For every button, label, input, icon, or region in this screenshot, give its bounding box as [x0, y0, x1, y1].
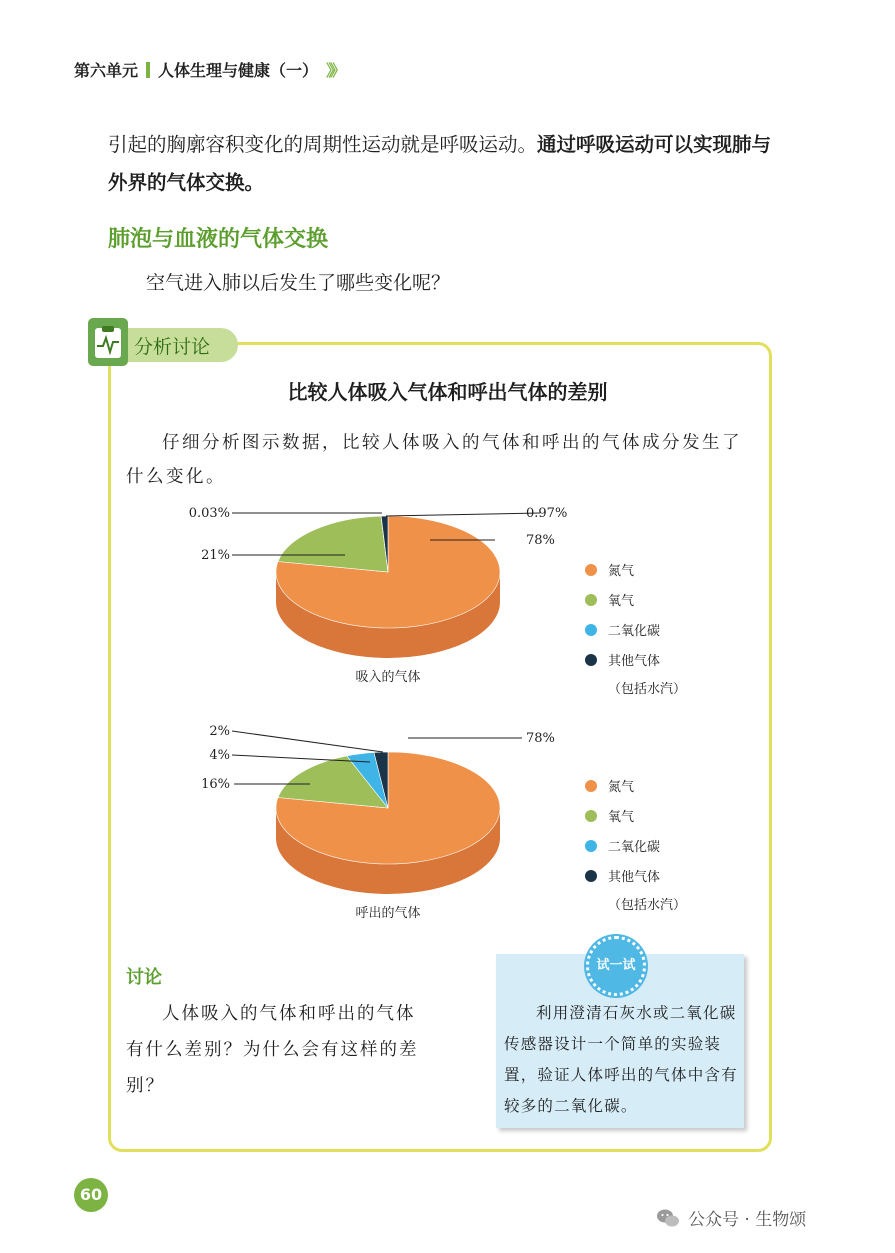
- pie1-leader-3: [386, 513, 540, 516]
- watermark: [656, 1205, 806, 1230]
- discussion-text: 人体吸入的气体和呼出的气体有什么差别？为什么会有这样的差别？: [126, 1004, 419, 1096]
- pie1-legend-swatch-3: [585, 654, 597, 666]
- pie2-legend-note: （包括水汽）: [608, 898, 687, 913]
- pie1-legend-swatch-2: [585, 624, 597, 636]
- tag-label: 分析讨论: [134, 336, 211, 358]
- pie1-legend-label-1: 氧气: [608, 594, 635, 609]
- pie1-label-2: 0.03%: [188, 506, 230, 521]
- pie1-legend-label-3: 其他气体: [608, 654, 661, 669]
- pie1-legend-swatch-1: [585, 594, 597, 606]
- page-number: 60: [74, 1178, 108, 1212]
- pie2-label-1: 16%: [201, 777, 230, 792]
- watermark-text: 公众号 · 生物颂: [688, 1210, 807, 1230]
- pie1-legend-label-2: 二氧化碳: [608, 624, 661, 639]
- pie2-legend-swatch-3: [585, 870, 597, 882]
- pie1-label-3: 0.97%: [526, 506, 568, 521]
- chevron-right-icon: 》》: [326, 61, 343, 80]
- pie2-legend-swatch-2: [585, 840, 597, 852]
- section-question: 空气进入肺以后发生了哪些变化呢？: [146, 272, 451, 294]
- pie2-legend-label-2: 二氧化碳: [608, 840, 661, 855]
- pie2-leader-3: [232, 731, 383, 752]
- try-it-badge: 试一试: [586, 936, 646, 996]
- pie2-label-3: 2%: [209, 724, 230, 739]
- try-it-text: 利用澄清石灰水或二氧化碳传感器设计一个简单的实验装置，验证人体呼出的气体中含有较多的二氧化碳。: [504, 1004, 738, 1115]
- activity-instructions: 仔细分析图示数据，比较人体吸入的气体和呼出的气体成分发生了什么变化。: [126, 433, 742, 487]
- pie1-label-0: 78%: [526, 533, 555, 548]
- pie1-label-1: 21%: [201, 548, 230, 563]
- intro-text: 引起的胸廓容积变化的周期性运动就是呼吸运动。: [108, 133, 538, 156]
- pie1-caption: 吸入的气体: [355, 670, 421, 685]
- pie2-label-2: 4%: [209, 748, 230, 763]
- pie2-label-0: 78%: [526, 731, 555, 746]
- pie2-legend-label-3: 其他气体: [608, 870, 661, 885]
- pie2-legend-label-1: 氧气: [608, 810, 635, 825]
- pie1-legend-label-0: 氮气: [608, 564, 635, 579]
- activity-title: 比较人体吸入气体和呼出气体的差别: [287, 380, 608, 404]
- unit-title: 人体生理与健康（一）: [158, 61, 319, 80]
- section-title: 肺泡与血液的气体交换: [108, 227, 329, 252]
- pie2-legend-swatch-0: [585, 780, 597, 792]
- wechat-icon: [656, 1208, 680, 1228]
- pie1-legend-note: （包括水汽）: [608, 682, 687, 697]
- discussion-title: 讨论: [126, 967, 162, 988]
- pie2-legend-swatch-1: [585, 810, 597, 822]
- pie2-legend-label-0: 氮气: [608, 780, 635, 795]
- pie2-caption: 呼出的气体: [355, 906, 421, 921]
- unit-label: 第六单元: [74, 61, 139, 80]
- intro-bold-text: 通过呼吸运动可以实现肺与外界的气体交换。: [108, 133, 772, 194]
- pie1-legend-swatch-0: [585, 564, 597, 576]
